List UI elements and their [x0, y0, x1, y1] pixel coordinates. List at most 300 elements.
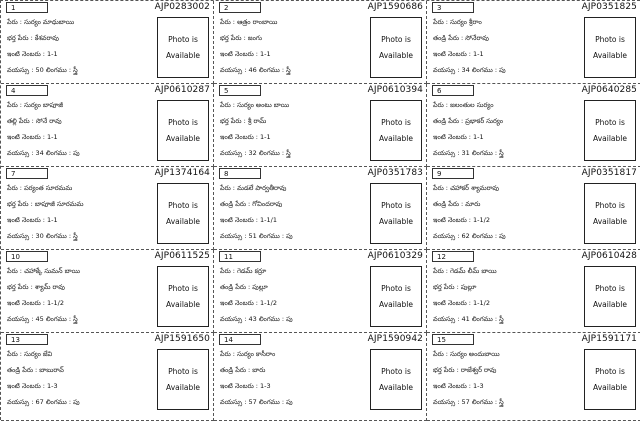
gender-label: లింగము : — [471, 232, 498, 240]
relation-label: తండ్రి పేరు : — [433, 117, 464, 125]
relation-label: భర్త పేరు : — [7, 34, 33, 42]
house-number: 1-1 — [473, 50, 484, 58]
age-gender-row — [433, 149, 504, 159]
gender-value: స్త్రీ — [286, 149, 291, 157]
age-label: వయస్సు : — [7, 398, 34, 406]
relation-row — [433, 366, 496, 376]
photo-box — [370, 266, 422, 327]
house-label: ఇంటి నెంబరు : — [7, 382, 45, 390]
age-value: 30 — [35, 232, 44, 240]
house-row — [220, 50, 271, 60]
age-label: వయస్సు : — [7, 232, 34, 240]
house-label: ఇంటి నెంబరు : — [433, 382, 471, 390]
relation-row — [220, 117, 266, 127]
photo-text-line2: Available — [593, 133, 627, 143]
voter-name: జలంతుల సుర్యం — [450, 101, 494, 109]
house-label: ఇంటి నెంబరు : — [433, 299, 471, 307]
name-label: పేరు : — [433, 101, 448, 109]
age-label: వయస్సు : — [7, 315, 34, 323]
photo-text-line2: Available — [166, 299, 200, 309]
gender-value: స్త్రీ — [286, 66, 291, 74]
gender-value: పు — [286, 398, 293, 406]
house-row — [7, 133, 58, 143]
photo-text-line1: Photo is — [595, 200, 625, 210]
voter-name: గెడమ్ కర్రూ — [237, 267, 267, 275]
age-value: 46 — [248, 66, 257, 74]
photo-text-line2: Available — [379, 133, 413, 143]
voter-name: ఆత్రం రాంబాయి — [237, 18, 278, 26]
house-label: ఇంటి నెంబరు : — [220, 382, 258, 390]
age-value: 34 — [35, 149, 44, 157]
serial-number: 13 — [6, 334, 48, 345]
epic-number: AJP1590942 — [367, 334, 423, 344]
house-number: 1-1/2 — [473, 299, 490, 307]
photo-box — [157, 100, 209, 161]
relation-label: తండ్రి పేరు : — [7, 366, 38, 374]
serial-number: 2 — [219, 2, 261, 13]
voter-name: పర్యంత సూరమమ — [24, 184, 73, 192]
house-row — [220, 382, 271, 392]
house-number: 1-3 — [260, 382, 271, 390]
gender-value: స్త్రీ — [499, 398, 504, 406]
gender-label: లింగము : — [471, 398, 498, 406]
serial-number: 7 — [6, 168, 48, 179]
house-label: ఇంటి నెంబరు : — [7, 133, 45, 141]
age-value: 57 — [248, 398, 257, 406]
house-label: ఇంటి నెంబరు : — [433, 50, 471, 58]
gender-label: లింగము : — [471, 66, 498, 74]
name-row — [7, 350, 52, 360]
epic-number: AJP0610394 — [367, 85, 423, 95]
age-value: 41 — [461, 315, 470, 323]
voter-card — [1, 250, 214, 333]
photo-text-line1: Photo is — [595, 117, 625, 127]
relation-label: భర్త పేరు : — [220, 117, 246, 125]
relation-name: బాబురావ్ — [39, 366, 64, 374]
gender-value: స్త్రీ — [73, 66, 78, 74]
gender-value: పు — [286, 315, 293, 323]
voter-card — [214, 333, 427, 421]
house-row — [7, 50, 58, 60]
photo-text-line1: Photo is — [381, 117, 411, 127]
epic-number: AJP0610329 — [367, 251, 423, 261]
house-number: 1-1/2 — [473, 216, 490, 224]
serial-number: 4 — [6, 85, 48, 96]
serial-number: 14 — [219, 334, 261, 345]
serial-number: 15 — [432, 334, 474, 345]
name-row — [7, 101, 63, 111]
age-value: 62 — [461, 232, 470, 240]
name-label: పేరు : — [220, 267, 235, 275]
house-row — [7, 299, 64, 309]
relation-row — [220, 200, 282, 210]
name-label: పేరు : — [433, 267, 448, 275]
house-number: 1-1/2 — [47, 299, 64, 307]
house-row — [433, 299, 490, 309]
voter-card — [427, 250, 640, 333]
relation-label: భర్త పేరు : — [220, 34, 246, 42]
house-row — [7, 382, 58, 392]
serial-number: 9 — [432, 168, 474, 179]
name-label: పేరు : — [7, 350, 22, 358]
age-label: వయస్సు : — [433, 398, 460, 406]
serial-number: 8 — [219, 168, 261, 179]
gender-label: లింగము : — [45, 315, 72, 323]
photo-text-line2: Available — [166, 216, 200, 226]
photo-box — [584, 266, 636, 327]
photo-text-line1: Photo is — [168, 200, 198, 210]
serial-number: 1 — [6, 2, 48, 13]
voter-card — [1, 84, 214, 167]
voter-name: సుర్యం శ్రీరాం — [450, 18, 482, 26]
photo-text-line1: Photo is — [381, 366, 411, 376]
name-row — [220, 350, 275, 360]
photo-box — [370, 17, 422, 78]
house-number: 1-1 — [260, 133, 271, 141]
house-number: 1-1/1 — [260, 216, 277, 224]
photo-box — [584, 100, 636, 161]
relation-row — [7, 200, 83, 210]
age-label: వయస్సు : — [433, 232, 460, 240]
house-label: ఇంటి నెంబరు : — [7, 299, 45, 307]
photo-text-line1: Photo is — [595, 366, 625, 376]
age-gender-row — [220, 66, 291, 76]
epic-number: AJP1591650 — [154, 334, 210, 344]
house-number: 1-3 — [47, 382, 58, 390]
gender-label: లింగము : — [45, 232, 72, 240]
photo-box — [370, 349, 422, 410]
house-row — [433, 133, 484, 143]
age-label: వయస్సు : — [220, 149, 247, 157]
age-value: 51 — [248, 232, 257, 240]
age-gender-row — [7, 398, 80, 408]
photo-box — [584, 183, 636, 244]
age-label: వయస్సు : — [7, 66, 34, 74]
epic-number: AJP0611525 — [154, 251, 210, 261]
voter-card — [427, 1, 640, 84]
age-gender-row — [7, 149, 80, 159]
age-gender-row — [220, 315, 293, 325]
gender-label: లింగము : — [258, 66, 285, 74]
photo-text-line2: Available — [593, 299, 627, 309]
age-label: వయస్సు : — [220, 232, 247, 240]
age-value: 57 — [461, 398, 470, 406]
gender-value: స్త్రీ — [499, 149, 504, 157]
voter-card — [427, 333, 640, 421]
photo-text-line1: Photo is — [381, 34, 411, 44]
relation-row — [433, 34, 489, 44]
voter-card — [1, 1, 214, 84]
relation-name: గోవిందరావు — [252, 200, 283, 208]
relation-name: బాపూజీ సూరమమ — [34, 200, 84, 208]
relation-name: పుల్లూ — [460, 283, 477, 291]
name-row — [7, 18, 74, 28]
relation-name: శ్యామ్ రావు — [34, 283, 65, 291]
house-row — [220, 299, 277, 309]
relation-row — [433, 283, 476, 293]
serial-number: 3 — [432, 2, 474, 13]
photo-text-line1: Photo is — [168, 34, 198, 44]
photo-box — [157, 183, 209, 244]
relation-name: ప్రభాకర్ సుర్యం — [465, 117, 504, 125]
gender-label: లింగము : — [258, 232, 285, 240]
house-label: ఇంటి నెంబరు : — [220, 50, 258, 58]
relation-row — [7, 34, 59, 44]
house-row — [220, 216, 277, 226]
age-value: 50 — [35, 66, 44, 74]
gender-value: స్త్రీ — [73, 232, 78, 240]
photo-text-line2: Available — [379, 216, 413, 226]
relation-row — [7, 283, 65, 293]
photo-text-line2: Available — [379, 299, 413, 309]
photo-text-line1: Photo is — [168, 117, 198, 127]
relation-label: భర్త పేరు : — [433, 283, 459, 291]
gender-value: పు — [73, 398, 80, 406]
relation-row — [220, 34, 262, 44]
name-label: పేరు : — [7, 267, 22, 275]
relation-row — [220, 283, 268, 293]
name-row — [433, 350, 500, 360]
voter-card — [427, 167, 640, 250]
age-value: 45 — [35, 315, 44, 323]
voter-name: సుర్యం అందుబాయి — [450, 350, 500, 358]
gender-value: స్త్రీ — [499, 315, 504, 323]
house-row — [220, 133, 271, 143]
gender-label: లింగము : — [258, 149, 285, 157]
serial-number: 6 — [432, 85, 474, 96]
age-value: 34 — [461, 66, 470, 74]
relation-name: సోనే రావు — [35, 117, 62, 125]
relation-name: పుల్లూ — [252, 283, 268, 291]
age-value: 31 — [461, 149, 470, 157]
age-gender-row — [433, 232, 506, 242]
photo-box — [370, 183, 422, 244]
age-label: వయస్సు : — [7, 149, 34, 157]
relation-label: తండ్రి పేరు : — [220, 283, 251, 291]
house-number: 1-1 — [47, 133, 58, 141]
relation-name: శ్రీ రామ్ — [247, 117, 267, 125]
voter-name: సుర్యం అంటు బాయి — [237, 101, 290, 109]
relation-name: బారు — [252, 366, 266, 374]
gender-value: పు — [499, 66, 506, 74]
name-row — [433, 101, 494, 111]
voter-card — [1, 167, 214, 250]
gender-label: లింగము : — [258, 398, 285, 406]
photo-text-line2: Available — [166, 133, 200, 143]
epic-number: AJP1591171 — [581, 334, 637, 344]
epic-number: AJP0351825 — [581, 2, 637, 12]
house-number: 1-1/2 — [260, 299, 277, 307]
voter-name: సుర్యం జేవి — [24, 350, 53, 358]
relation-label: తండ్రి పేరు : — [220, 200, 251, 208]
photo-text-line2: Available — [166, 50, 200, 60]
photo-text-line1: Photo is — [168, 366, 198, 376]
house-label: ఇంటి నెంబరు : — [220, 133, 258, 141]
name-row — [220, 267, 266, 277]
photo-text-line2: Available — [379, 382, 413, 392]
relation-name: రాజేశ్వర్ రావు — [460, 366, 497, 374]
house-label: ఇంటి నెంబరు : — [220, 216, 258, 224]
relation-row — [220, 366, 265, 376]
relation-label: తండ్రి పేరు : — [220, 366, 251, 374]
photo-box — [157, 17, 209, 78]
name-label: పేరు : — [7, 101, 22, 109]
house-label: ఇంటి నెంబరు : — [433, 133, 471, 141]
name-label: పేరు : — [433, 18, 448, 26]
name-row — [7, 267, 80, 277]
serial-number: 12 — [432, 251, 474, 262]
photo-text-line1: Photo is — [381, 200, 411, 210]
name-label: పేరు : — [220, 350, 235, 358]
gender-value: పు — [499, 232, 506, 240]
age-gender-row — [7, 66, 78, 76]
relation-label: తల్లి పేరు : — [7, 117, 34, 125]
age-gender-row — [433, 398, 504, 408]
voter-name: చహాకర్ శ్యామరావు — [450, 184, 500, 192]
age-label: వయస్సు : — [433, 66, 460, 74]
house-row — [433, 382, 484, 392]
house-number: 1-1 — [47, 50, 58, 58]
relation-label: భర్త పేరు : — [433, 366, 459, 374]
name-label: పేరు : — [433, 184, 448, 192]
voter-card — [214, 84, 427, 167]
epic-number: AJP0283002 — [154, 2, 210, 12]
gender-label: లింగము : — [45, 398, 72, 406]
age-gender-row — [7, 232, 78, 242]
photo-box — [584, 349, 636, 410]
name-label: పేరు : — [7, 184, 22, 192]
relation-label: తండ్రి పేరు : — [433, 200, 464, 208]
voter-card — [214, 250, 427, 333]
name-label: పేరు : — [220, 18, 235, 26]
age-label: వయస్సు : — [220, 398, 247, 406]
voter-name: చహాక్కే సుమన్ బాయి — [24, 267, 81, 275]
voter-name: సుర్యం బాపూజీ — [24, 101, 63, 109]
age-value: 43 — [248, 315, 257, 323]
voter-name: సుర్యం కాసీరాం — [237, 350, 276, 358]
photo-box — [157, 266, 209, 327]
house-label: ఇంటి నెంబరు : — [220, 299, 258, 307]
age-label: వయస్సు : — [433, 315, 460, 323]
name-row — [433, 18, 482, 28]
serial-number: 5 — [219, 85, 261, 96]
gender-label: లింగము : — [471, 315, 498, 323]
house-label: ఇంటి నెంబరు : — [433, 216, 471, 224]
photo-text-line1: Photo is — [595, 34, 625, 44]
serial-number: 10 — [6, 251, 48, 262]
relation-row — [7, 117, 62, 127]
epic-number: AJP1590686 — [367, 2, 423, 12]
epic-number: AJP1374164 — [154, 168, 210, 178]
epic-number: AJP0351783 — [367, 168, 423, 178]
age-gender-row — [433, 315, 504, 325]
gender-label: లింగము : — [45, 149, 72, 157]
photo-box — [370, 100, 422, 161]
epic-number: AJP0610287 — [154, 85, 210, 95]
name-row — [7, 184, 72, 194]
voter-name: మడలే పార్వతీరావు — [237, 184, 287, 192]
gender-label: లింగము : — [45, 66, 72, 74]
name-row — [220, 184, 286, 194]
photo-box — [584, 17, 636, 78]
voter-card — [1, 333, 214, 421]
relation-row — [7, 366, 64, 376]
relation-label: భర్త పేరు : — [7, 200, 33, 208]
name-row — [433, 267, 497, 277]
house-row — [7, 216, 58, 226]
voter-card — [214, 167, 427, 250]
age-value: 32 — [248, 149, 257, 157]
relation-row — [433, 200, 480, 210]
gender-value: స్త్రీ — [73, 315, 78, 323]
voter-card — [427, 84, 640, 167]
name-row — [433, 184, 499, 194]
gender-value: పు — [73, 149, 80, 157]
name-label: పేరు : — [220, 101, 235, 109]
photo-box — [157, 349, 209, 410]
name-row — [220, 18, 277, 28]
photo-text-line1: Photo is — [168, 283, 198, 293]
gender-label: లింగము : — [471, 149, 498, 157]
age-gender-row — [220, 232, 293, 242]
voter-card — [214, 1, 427, 84]
photo-text-line2: Available — [593, 216, 627, 226]
house-row — [433, 50, 484, 60]
photo-text-line1: Photo is — [595, 283, 625, 293]
age-gender-row — [7, 315, 78, 325]
serial-number: 11 — [219, 251, 261, 262]
name-row — [220, 101, 289, 111]
age-label: వయస్సు : — [433, 149, 460, 157]
house-number: 1-1 — [260, 50, 271, 58]
photo-text-line2: Available — [593, 382, 627, 392]
name-label: పేరు : — [433, 350, 448, 358]
relation-row — [433, 117, 503, 127]
age-gender-row — [220, 149, 291, 159]
photo-text-line2: Available — [166, 382, 200, 392]
photo-text-line2: Available — [379, 50, 413, 60]
name-label: పేరు : — [220, 184, 235, 192]
photo-text-line1: Photo is — [381, 283, 411, 293]
relation-name: జంగు — [247, 34, 262, 42]
relation-label: భర్త పేరు : — [7, 283, 33, 291]
house-number: 1-1 — [47, 216, 58, 224]
epic-number: AJP0351817 — [581, 168, 637, 178]
name-label: పేరు : — [7, 18, 22, 26]
age-gender-row — [433, 66, 506, 76]
epic-number: AJP0610428 — [581, 251, 637, 261]
voter-name: సుర్యం మాధుబాయి — [24, 18, 75, 26]
age-label: వయస్సు : — [220, 315, 247, 323]
relation-label: తండ్రి పేరు : — [433, 34, 464, 42]
house-label: ఇంటి నెంబరు : — [7, 216, 45, 224]
age-value: 67 — [35, 398, 44, 406]
photo-text-line2: Available — [593, 50, 627, 60]
relation-name: సోనేరావు — [465, 34, 489, 42]
house-number: 1-3 — [473, 382, 484, 390]
relation-name: మారు — [465, 200, 481, 208]
relation-name: కేశవరావు — [34, 34, 59, 42]
house-row — [433, 216, 490, 226]
house-label: ఇంటి నెంబరు : — [7, 50, 45, 58]
age-label: వయస్సు : — [220, 66, 247, 74]
gender-label: లింగము : — [258, 315, 285, 323]
age-gender-row — [220, 398, 293, 408]
epic-number: AJP0640285 — [581, 85, 637, 95]
voter-name: గెడమ్ లీమ్ బాయి — [450, 267, 497, 275]
house-number: 1-1 — [473, 133, 484, 141]
gender-value: పు — [286, 232, 293, 240]
